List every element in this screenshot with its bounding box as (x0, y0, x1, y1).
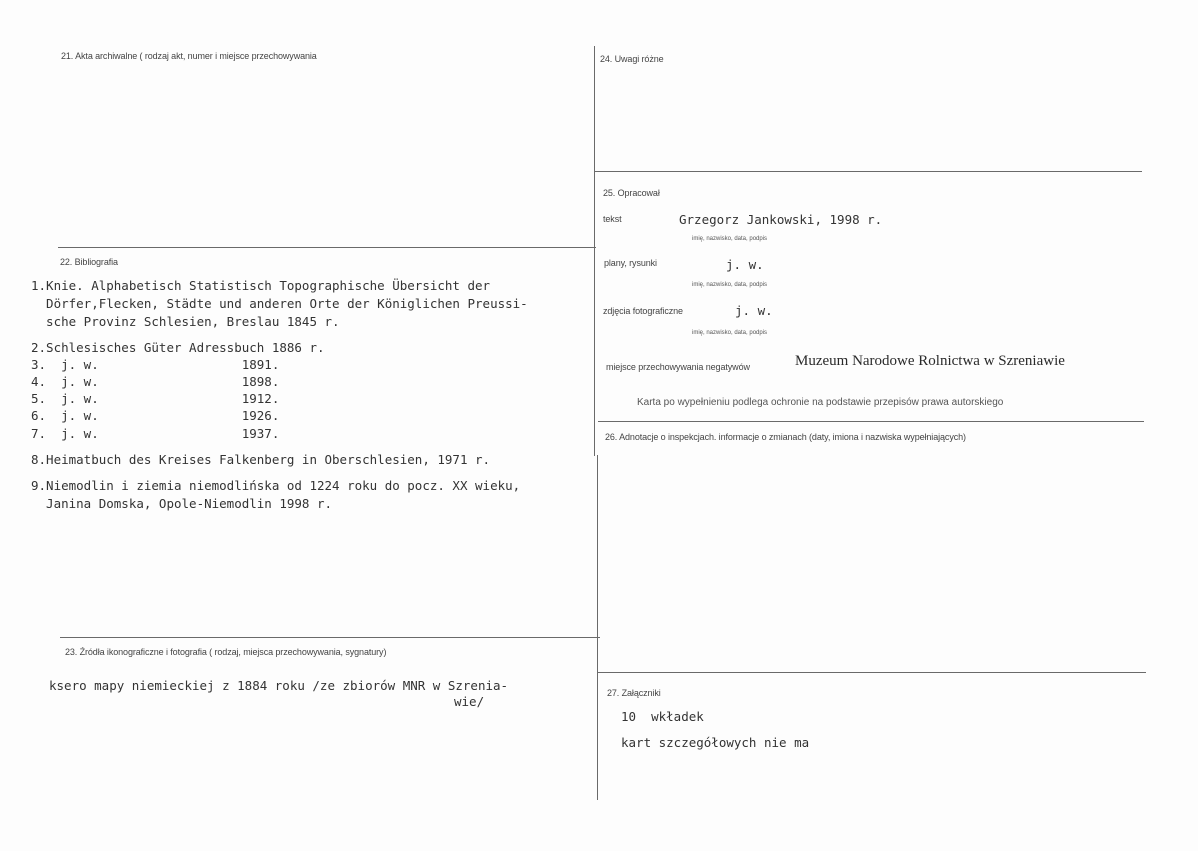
section-24-label: 24. Uwagi różne (600, 54, 664, 64)
negatives-value: Muzeum Narodowe Rolnictwa w Szreniawie (795, 353, 1065, 369)
zdjecia-caption: imię, nazwisko, data, podpis (692, 330, 768, 336)
section-25-label: 25. Opracował (603, 188, 660, 198)
bibliography-line: sche Provinz Schlesien, Breslau 1845 r. (31, 314, 340, 329)
section-22-label: 22. Bibliografia (60, 257, 118, 267)
iconography-line: wie/ (454, 694, 485, 709)
tekst-label: tekst (603, 214, 622, 224)
iconography-line: ksero mapy niemieckiej z 1884 roku /ze zbiorów MNR w Szrenia- (49, 678, 509, 693)
center-divider-upper (594, 46, 595, 456)
attachments-line: kart szczegółowych nie ma (621, 735, 810, 750)
bibliography-line: 1.Knie. Alphabetisch Statistisch Topographische Übersicht der (31, 278, 491, 293)
bibliography-line: 5. j. w. 1912. (31, 391, 280, 406)
rule-27-top (598, 672, 1146, 673)
section-27-label: 27. Załączniki (607, 688, 661, 698)
bibliography-line: 9.Niemodlin i ziemia niemodlińska od 1224 roku do pocz. XX wieku, (31, 478, 521, 493)
section-23-label: 23. Źródła ikonograficzne i fotografia ( rodzaj, miejsca przechowywania, sygnatury) (65, 647, 387, 657)
bibliography-line: 8.Heimatbuch des Kreises Falkenberg in Oberschlesien, 1971 r. (31, 452, 491, 467)
zdjecia-label: zdjęcia fotograficzne (603, 306, 683, 316)
bibliography-line: 4. j. w. 1898. (31, 374, 280, 389)
plany-value: j. w. (726, 257, 764, 272)
tekst-value: Grzegorz Jankowski, 1998 r. (679, 212, 883, 227)
bibliography-line: Dörfer,Flecken, Städte und anderen Orte der Königlichen Preussi- (31, 296, 528, 311)
bibliography-line: 3. j. w. 1891. (31, 357, 280, 372)
rule-22-top (58, 247, 596, 248)
section-26-label: 26. Adnotacje o inspekcjach. informacje o zmianach (daty, imiona i nazwiska wypełniających) (605, 432, 966, 442)
bibliography-line: Janina Domska, Opole-Niemodlin 1998 r. (31, 496, 333, 511)
bibliography-line: 2.Schlesisches Güter Adressbuch 1886 r. (31, 340, 325, 355)
attachments-line: 10 wkładek (621, 709, 704, 724)
rule-26-top (598, 421, 1144, 422)
rule-25-top (594, 171, 1142, 172)
rule-23-top (60, 637, 600, 638)
plany-label: plany, rysunki (604, 258, 657, 268)
center-divider-lower (597, 455, 598, 800)
zdjecia-value: j. w. (735, 303, 773, 318)
bibliography-line: 7. j. w. 1937. (31, 426, 280, 441)
copyright-notice: Karta po wypełnieniu podlega ochronie na podstawie przepisów prawa autorskiego (637, 397, 1004, 408)
tekst-caption: imię, nazwisko, data, podpis (692, 236, 768, 242)
section-21-label: 21. Akta archiwalne ( rodzaj akt, numer i miejsce przechowywania (61, 51, 317, 61)
bibliography-line: 6. j. w. 1926. (31, 408, 280, 423)
plany-caption: imię, nazwisko, data, podpis (692, 282, 768, 288)
negatives-label: miejsce przechowywania negatywów (606, 362, 750, 372)
